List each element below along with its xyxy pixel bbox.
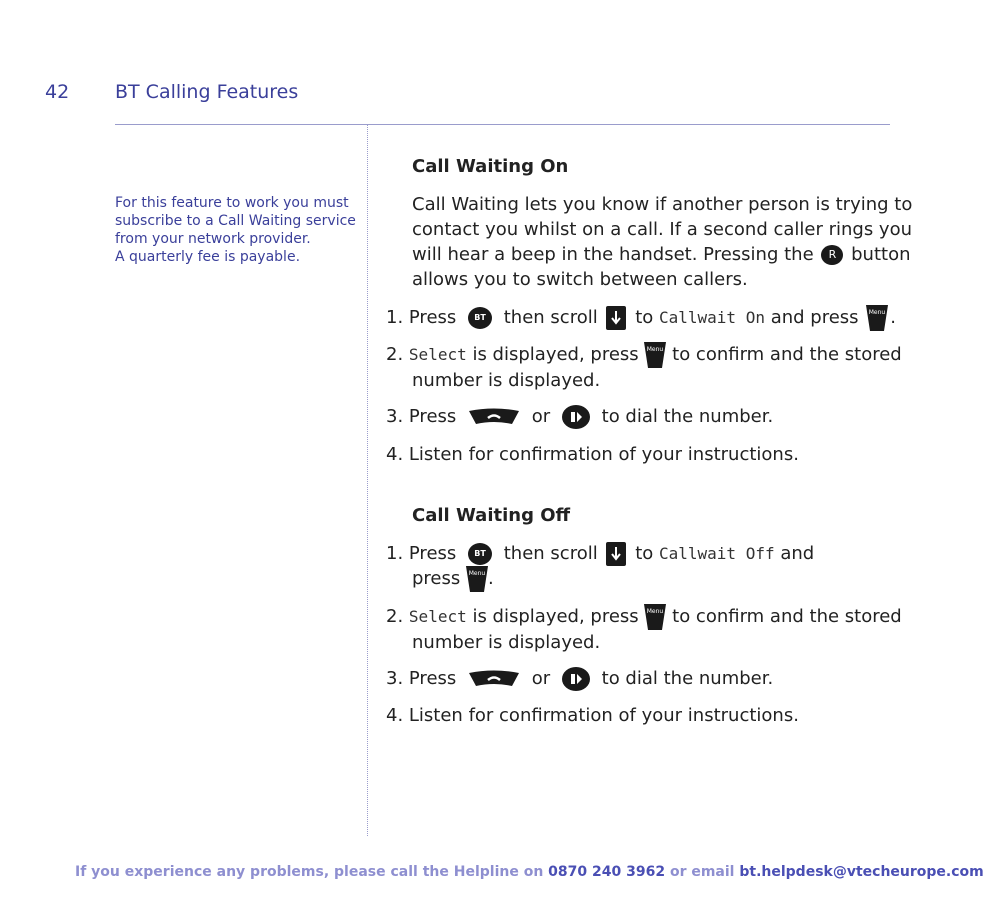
call-waiting-intro: [412, 192, 913, 292]
step-text: .: [890, 307, 897, 328]
lcd-text: Callwait Off: [659, 544, 775, 563]
intro-line: allows you to switch between callers.: [412, 269, 748, 290]
step-text: to: [635, 307, 654, 328]
lcd-text: Select: [408, 345, 467, 364]
menu-button-icon: [644, 342, 666, 368]
step-text: to dial the number.: [601, 406, 774, 427]
handsfree-button-icon: [562, 667, 590, 691]
bt-button-icon: BT: [468, 307, 492, 329]
step-text: to confirm and the stored: [672, 606, 902, 627]
side-note-line: For this feature to work you must: [115, 195, 349, 211]
talk-button-icon: [468, 408, 520, 426]
side-note-line: A quarterly fee is payable.: [115, 249, 301, 265]
lcd-text: Select: [408, 607, 467, 626]
section-title: BT Calling Features: [115, 81, 299, 103]
off-step-2: [386, 604, 902, 655]
off-step-3: [386, 666, 886, 691]
menu-button-icon: [866, 305, 888, 331]
step-text: then scroll: [503, 307, 598, 328]
step-text: 4. Listen for confirmation of your instructions.: [386, 705, 799, 726]
step-text: 2.: [386, 344, 404, 365]
step-text: 3. Press: [386, 668, 457, 689]
scroll-down-icon: [606, 542, 626, 566]
step-text: and press: [770, 307, 859, 328]
intro-line-text: button: [851, 244, 911, 265]
step-text: to dial the number.: [601, 668, 774, 689]
footer-text: or email: [669, 864, 735, 880]
on-step-1: [386, 305, 897, 331]
step-text: is displayed, press: [472, 606, 639, 627]
step-text: 4. Listen for confirmation of your instructions.: [386, 444, 799, 465]
heading-call-waiting-on: Call Waiting On: [412, 156, 569, 177]
menu-button-icon: [466, 566, 488, 592]
step-text: and: [780, 543, 815, 564]
header-divider: [115, 124, 890, 125]
scroll-down-icon: [606, 306, 626, 330]
helpline-phone: 0870 240 3962: [548, 864, 666, 880]
side-note-line: subscribe to a Call Waiting service: [115, 213, 356, 229]
on-step-2: [386, 342, 902, 393]
on-step-3: [386, 404, 886, 429]
step-text: 1. Press: [386, 307, 457, 328]
intro-line: Call Waiting lets you know if another person is trying to: [412, 194, 913, 215]
step-text: or: [531, 668, 551, 689]
column-divider: [367, 125, 368, 836]
step-text: is displayed, press: [472, 344, 639, 365]
side-note: [115, 194, 355, 266]
on-step-4: [386, 442, 886, 467]
off-step-4: [386, 703, 886, 728]
step-text: to confirm and the stored: [672, 344, 902, 365]
intro-line-text: will hear a beep in the handset. Pressing the: [412, 244, 814, 265]
page-number: 42: [45, 81, 70, 103]
step-text: to: [635, 543, 654, 564]
step-text: 1. Press: [386, 543, 457, 564]
menu-button-icon: [644, 604, 666, 630]
menu-button-label: Menu: [468, 570, 486, 577]
intro-line: [412, 242, 911, 267]
side-note-line: from your network provider.: [115, 231, 311, 247]
handsfree-button-icon: [562, 405, 590, 429]
helpdesk-email[interactable]: bt.helpdesk@vtecheurope.com: [739, 864, 984, 880]
step-continuation: number is displayed.: [412, 370, 601, 391]
step-text: 3. Press: [386, 406, 457, 427]
lcd-text: Callwait On: [659, 308, 765, 327]
heading-call-waiting-off: Call Waiting Off: [412, 505, 571, 526]
menu-button-label: Menu: [647, 608, 664, 615]
step-text: 2.: [386, 606, 404, 627]
bt-button-icon: BT: [468, 543, 492, 565]
talk-button-icon: [468, 670, 520, 688]
r-button-icon: R: [821, 245, 843, 265]
intro-line: contact you whilst on a call. If a second caller rings you: [412, 219, 913, 240]
off-step-1: [386, 541, 886, 592]
footer-helpline: [75, 864, 984, 880]
step-text: .: [488, 568, 494, 589]
menu-button-label: Menu: [647, 346, 664, 353]
step-continuation: press: [412, 568, 461, 589]
step-text: or: [531, 406, 551, 427]
step-continuation: number is displayed.: [412, 632, 601, 653]
menu-button-label: Menu: [869, 309, 886, 316]
footer-text: If you experience any problems, please call the Helpline on: [75, 864, 544, 880]
step-text: then scroll: [503, 543, 598, 564]
